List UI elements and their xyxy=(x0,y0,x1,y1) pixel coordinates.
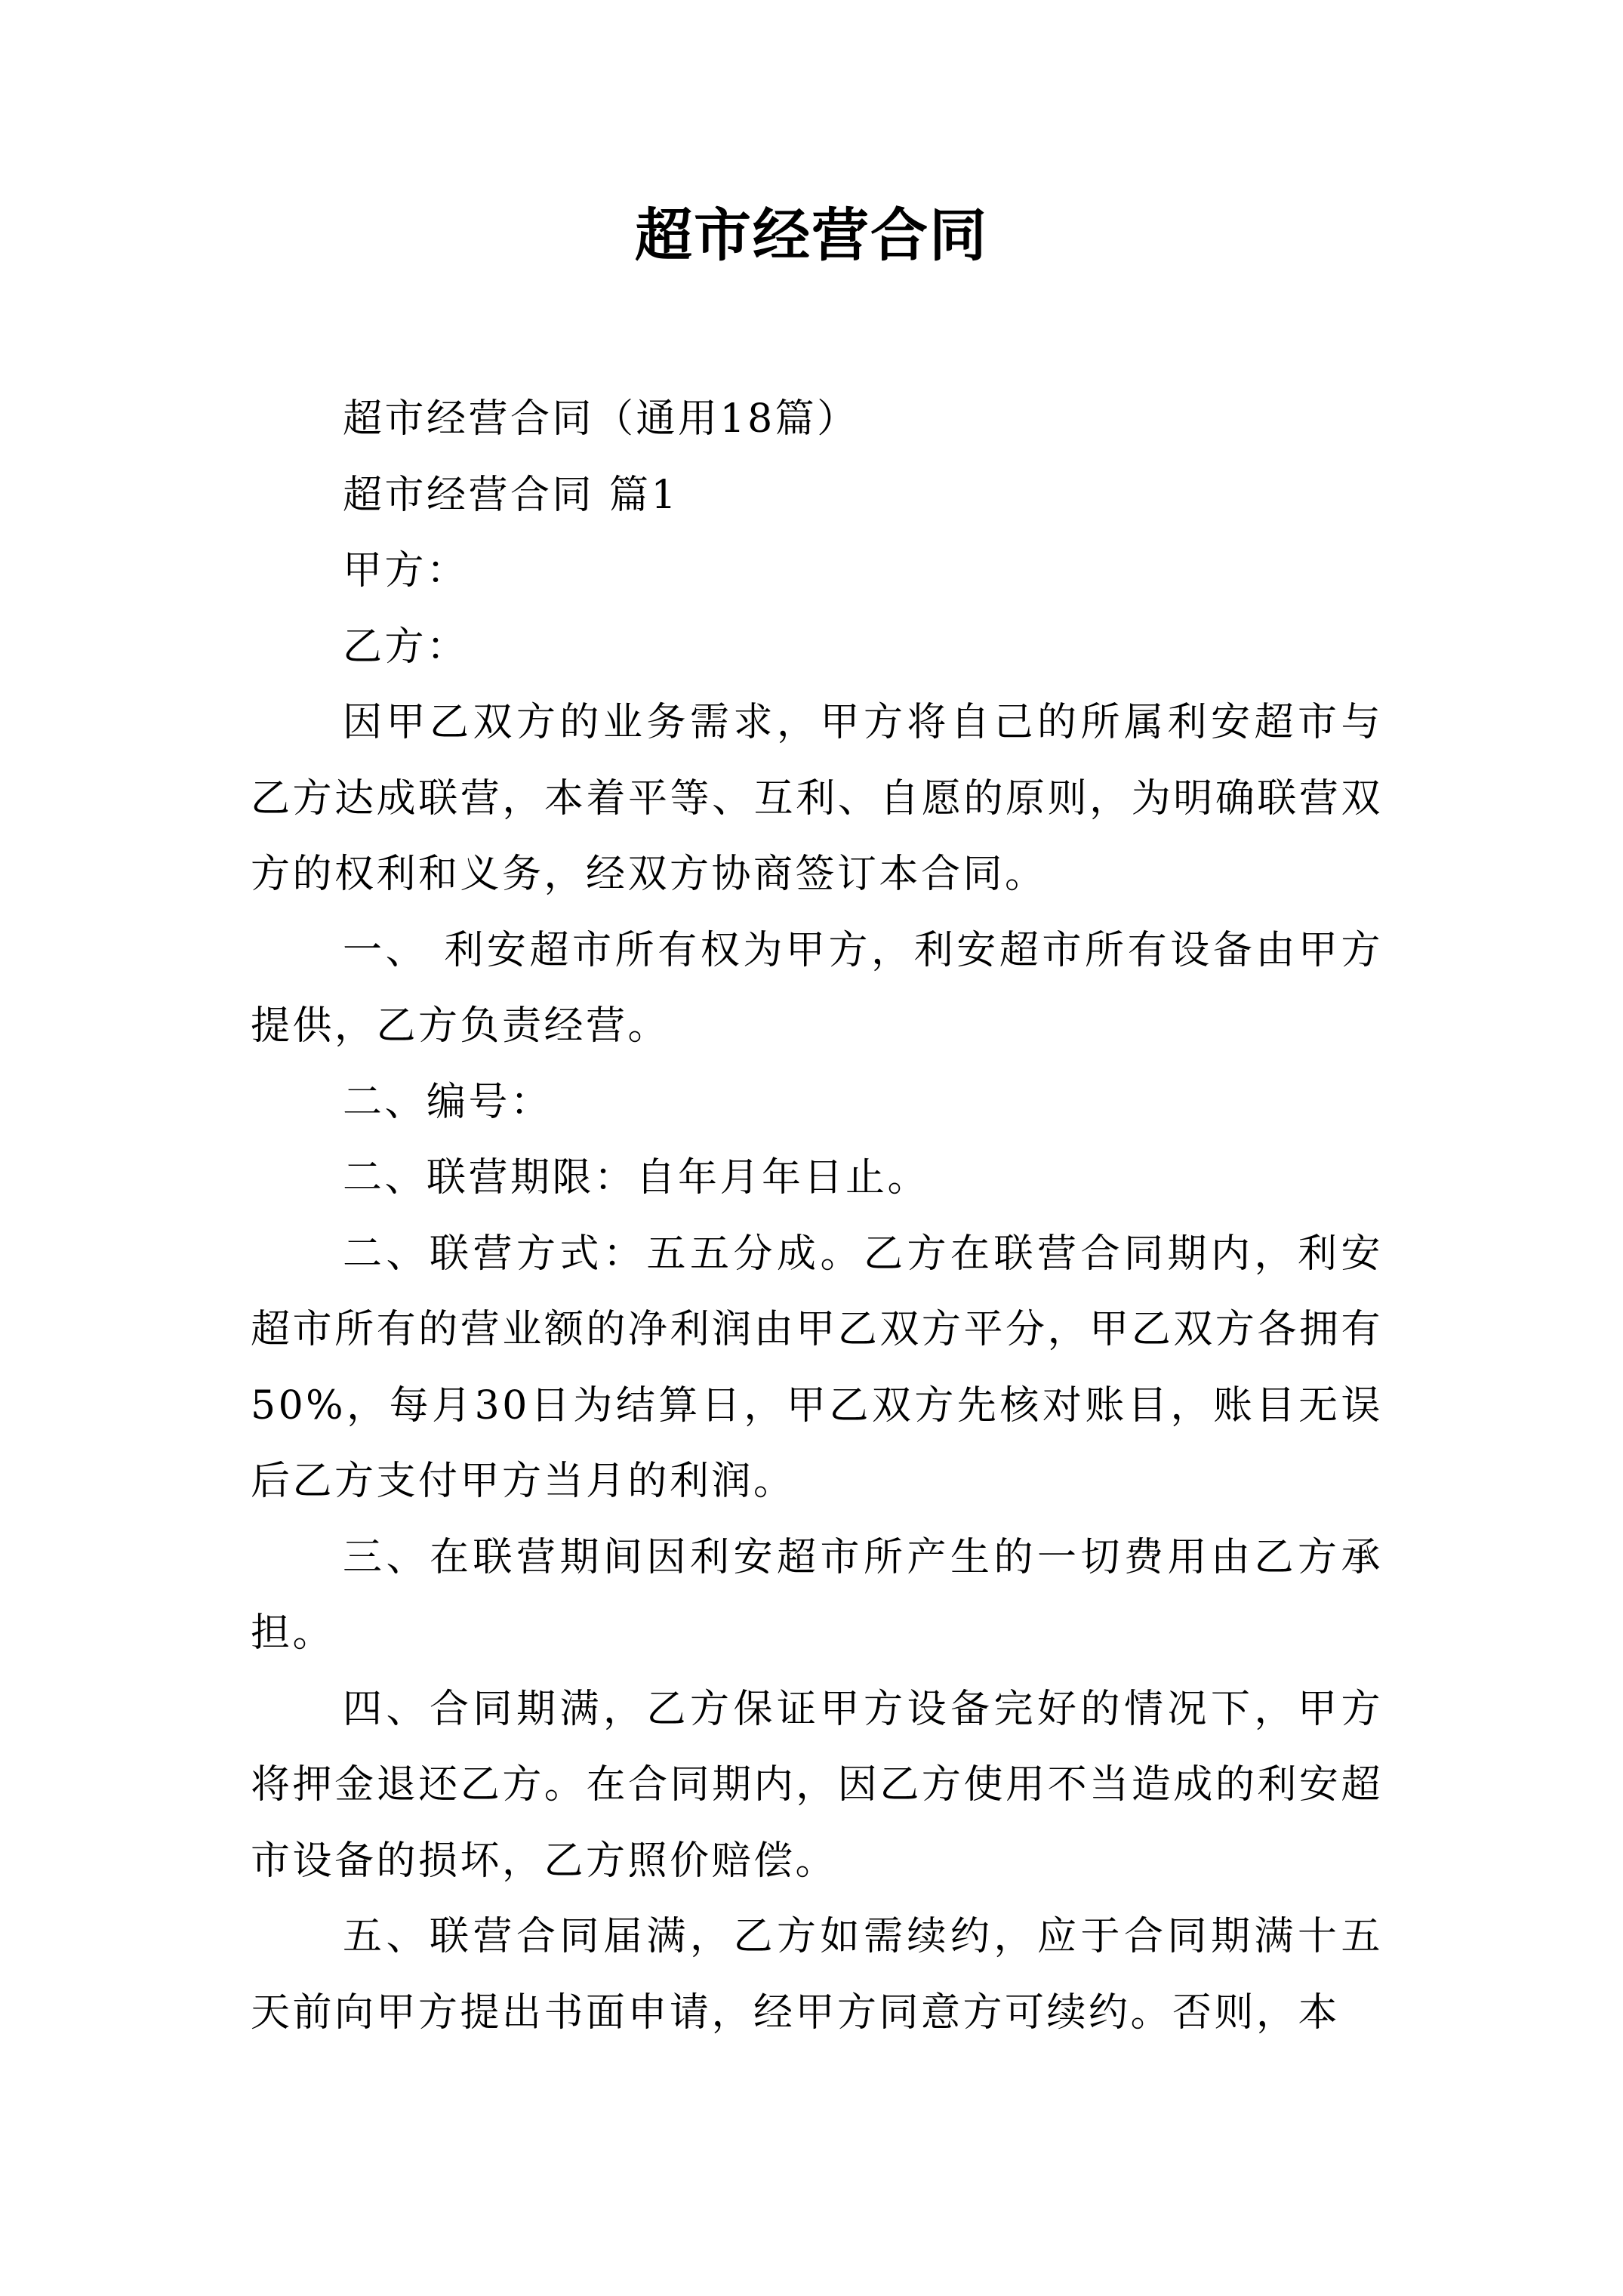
document-title: 超市经营合同 xyxy=(635,202,988,269)
paragraph-clause-term: 二、联营期限：自年月年日止。 xyxy=(343,1155,930,1200)
paragraph-clause-method: 二、联营方式：五五分成。乙方在联营合同期内，利安超市所有的营业额的净利润由甲乙双方平分，甲乙双方各拥有50%，每月30日为结算日，甲乙双方先核对账目，账目无误后乙方支付甲方当月的利润。 xyxy=(251,1231,1383,1504)
paragraph-party-a: 甲方： xyxy=(343,548,469,593)
paragraph-party-b: 乙方： xyxy=(343,624,469,670)
paragraph-clause-4: 四、合同期满，乙方保证甲方设备完好的情况下，甲方将押金退还乙方。在合同期内，因乙方使用不当造成的利安超市设备的损坏，乙方照价赔偿。 xyxy=(251,1686,1383,1884)
document-body xyxy=(251,381,1383,2051)
paragraph-clause-number: 二、编号： xyxy=(343,1079,553,1125)
paragraph-clause-3: 三、在联营期间因利安超市所产生的一切费用由乙方承担。 xyxy=(251,1534,1383,1656)
paragraph-preamble: 因甲乙双方的业务需求，甲方将自己的所属利安超市与乙方达成联营，本着平等、互利、自愿的原则，为明确联营双方的权利和义务，经双方协商签订本合同。 xyxy=(251,700,1383,897)
paragraph-clause-1: 一、 利安超市所有权为甲方，利安超市所有设备由甲方提供，乙方负责经营。 xyxy=(251,927,1383,1049)
paragraph-subtitle: 超市经营合同（通用18篇） xyxy=(343,396,859,442)
paragraph-clause-5: 五、联营合同届满，乙方如需续约，应于合同期满十五天前向甲方提出书面申请，经甲方同意方可续约。否则，本 xyxy=(251,1914,1383,2036)
paragraph-section-heading: 超市经营合同 篇1 xyxy=(343,472,679,518)
